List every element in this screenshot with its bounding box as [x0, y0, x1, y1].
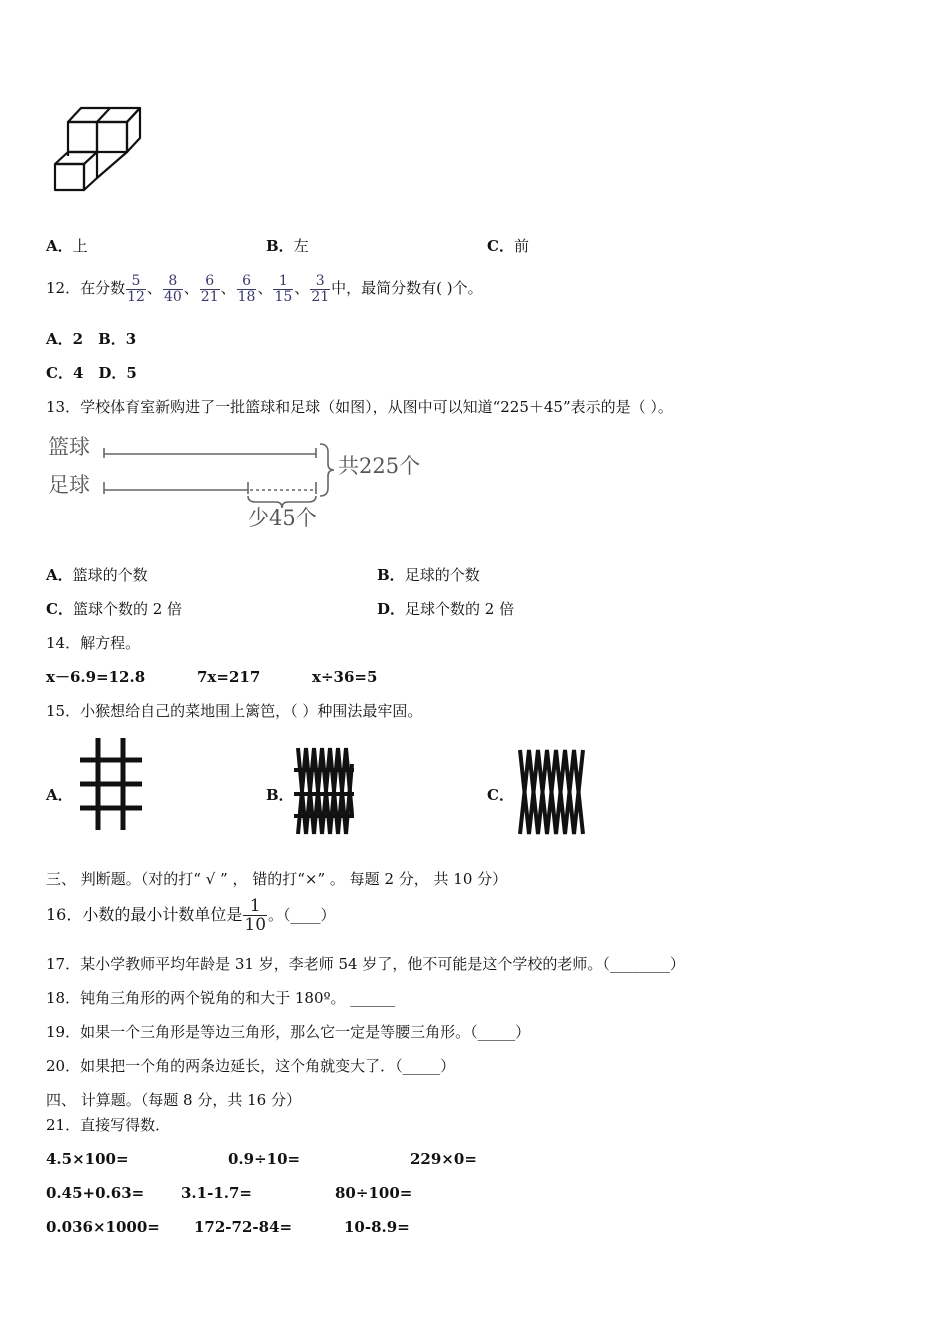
option-text: 左: [293, 237, 309, 255]
separator: 、: [220, 279, 236, 297]
fraction: $\frac{6}{18}$: [237, 272, 256, 305]
separator: 、: [146, 279, 162, 297]
cube-stack-figure: [50, 104, 146, 194]
q21-item: 0.45+0.63=: [46, 1184, 145, 1202]
q21-item: 0.036×1000=: [46, 1218, 160, 1236]
q14-equation-1: x－6.9=12.8: [46, 668, 146, 686]
option-letter: C．: [46, 600, 73, 618]
q21-item: 10-8.9=: [344, 1218, 410, 1236]
q12-prefix: 12．在分数: [46, 279, 126, 297]
q14-equation-3: x÷36=5: [312, 668, 378, 686]
q14-stem: 14．解方程。: [46, 634, 141, 652]
fraction: $\frac{5}{12}$: [127, 272, 145, 305]
option-letter: B．: [266, 237, 294, 255]
q15-stem: 15．小猴想给自己的菜地围上篱笆，（ ）种围法最牢固。: [46, 702, 423, 720]
diagram-less-label: 少45个: [248, 506, 317, 530]
q18-statement: 18．钝角三角形的两个锐角的和大于 180º。 ______: [46, 989, 396, 1007]
q15-option-c-letter: C．: [487, 786, 514, 804]
q11-option-b: [266, 236, 309, 256]
fraction: $\frac{1}{10}$: [244, 896, 267, 935]
option-text: 上: [72, 237, 88, 255]
q12-options-row2: C．4 D．5: [46, 364, 137, 382]
separator: 、: [183, 279, 199, 297]
fraction: $\frac{8}{40}$: [163, 272, 182, 305]
q15-option-b-letter: B．: [266, 786, 294, 804]
fraction: $\frac{6}{21}$: [200, 272, 219, 305]
q21-item: 0.9÷10=: [228, 1150, 301, 1168]
q13-option-b: [377, 565, 480, 585]
q15-option-a-letter: A．: [46, 786, 73, 804]
q21-item: 4.5×100=: [46, 1150, 129, 1168]
q21-item: 229×0=: [410, 1150, 477, 1168]
diagram-total-label: 共225个: [338, 454, 421, 478]
option-letter: D．: [377, 600, 406, 618]
option-text: 前: [513, 237, 529, 255]
q20-statement: 20．如果把一个角的两条边延长，这个角就变大了．（_____）: [46, 1057, 456, 1075]
option-letter: C．: [487, 237, 514, 255]
option-text: 篮球个数的 2 倍: [72, 600, 183, 618]
separator: 、: [294, 279, 310, 297]
q13-option-a: [46, 565, 148, 585]
option-text: 足球个数的 2 倍: [405, 600, 515, 618]
option-text: 足球的个数: [404, 566, 480, 584]
q13-stem: 13．学校体育室新购进了一批篮球和足球（如图），从图中可以知道“225＋45”表示的是（ ）。: [46, 398, 673, 416]
q13-option-c: [46, 599, 182, 619]
option-letter: A．: [46, 237, 73, 255]
diagram-label-basketball: 篮球: [48, 435, 90, 459]
section3-heading: 三、 判断题。（对的打“ √ ” ， 错的打“×” 。 每题 2 分， 共 10 分）: [46, 870, 508, 888]
option-letter: B．: [377, 566, 405, 584]
q12-suffix: 中，最简分数有( )个。: [331, 279, 483, 297]
option-text: 篮球的个数: [72, 566, 148, 584]
q14-equation-2: 7x=217: [197, 668, 261, 686]
q16-suffix: 。（____）: [268, 906, 336, 924]
q12-options-row1: A．2 B．3: [46, 330, 137, 348]
q11-option-c: [487, 236, 529, 256]
fraction: $\frac{1}{15}$: [274, 272, 293, 305]
fraction: $\frac{3}{21}$: [311, 272, 330, 305]
q12-stem: [46, 268, 483, 308]
line-segment-diagram: [100, 438, 340, 513]
q21-item: 3.1-1.7=: [181, 1184, 252, 1202]
section4-heading: 四、 计算题。（每题 8 分，共 16 分）: [46, 1091, 301, 1109]
q19-statement: 19．如果一个三角形是等边三角形，那么它一定是等腰三角形。（_____）: [46, 1023, 531, 1041]
fence-cross-figure: [516, 746, 588, 838]
fence-cross-with-bars-figure: [294, 744, 354, 838]
q21-item: 172-72-84=: [194, 1218, 293, 1236]
q13-option-d: [377, 599, 514, 619]
option-letter: A．: [46, 566, 73, 584]
fence-grid-figure: [78, 736, 144, 832]
q17-statement: 17．某小学教师平均年龄是 31 岁，李老师 54 岁了，他不可能是这个学校的老师。（________）: [46, 955, 685, 973]
separator: 、: [257, 279, 273, 297]
q21-item: 80÷100=: [335, 1184, 413, 1202]
q21-stem: 21．直接写得数．: [46, 1116, 171, 1134]
diagram-label-football: 足球: [48, 473, 90, 497]
q16-prefix: 16．小数的最小计数单位是: [46, 905, 243, 924]
q11-option-a: [46, 236, 88, 256]
q16-statement: [46, 892, 336, 938]
